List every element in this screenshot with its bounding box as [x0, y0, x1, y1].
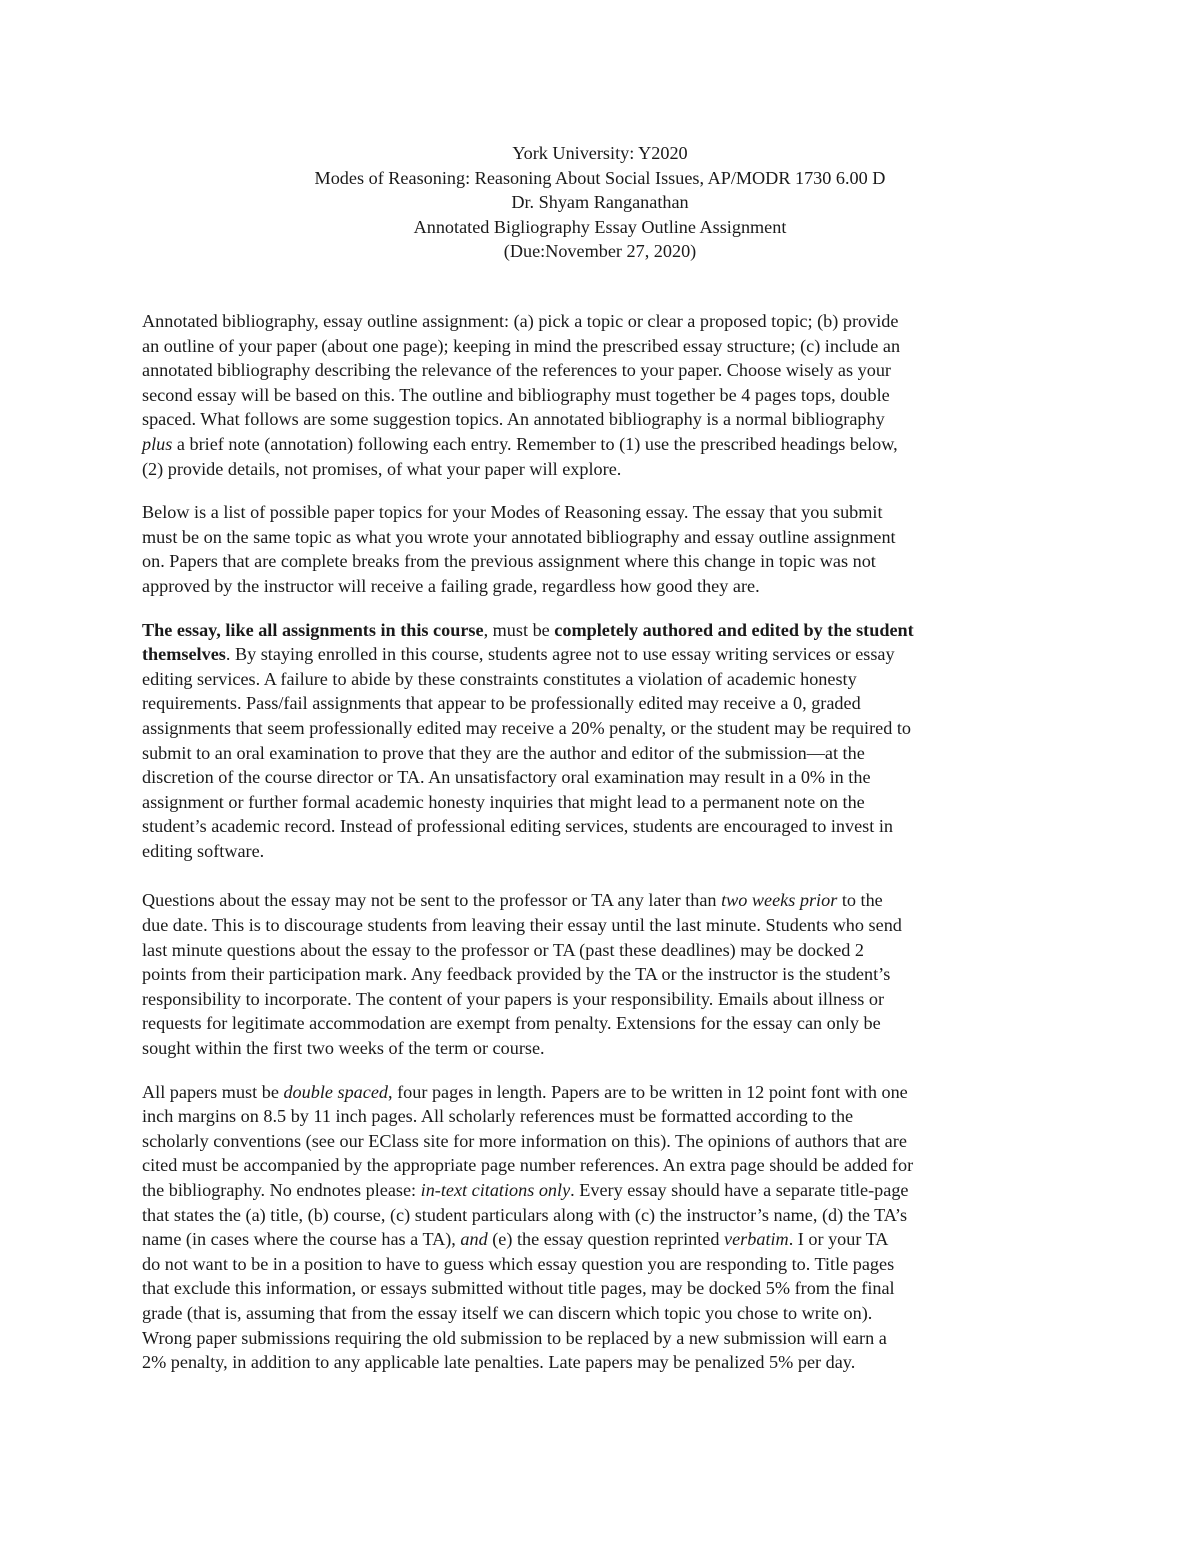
text-span: (e) the essay question reprinted: [487, 1229, 725, 1250]
text-line: must be on the same topic as what you wrote your annotated bibliography and essay outline assignment: [142, 526, 896, 547]
text-line: scholarly conventions (see our EClass site for more information on this). The opinions of authors that are: [142, 1130, 907, 1151]
paragraph-topic-list: [142, 500, 1060, 598]
text-span: . Every essay should have a separate title-page: [570, 1180, 909, 1200]
text-line: an outline of your paper (about one page); keeping in mind the prescribed essay structure; (c) include an: [142, 335, 901, 356]
text-line: [142, 432, 1060, 457]
bold-text: completely authored and edited by the student: [554, 619, 914, 640]
text-line: points from their participation mark. Any feedback provided by the TA or the instructor is the student’s: [142, 964, 891, 985]
text-line: [142, 618, 1060, 643]
emphasis-text: in-text citations only: [420, 1180, 571, 1200]
paragraph-questions-policy: [142, 888, 1060, 1060]
paragraph-academic-honesty: [142, 618, 1060, 864]
emphasis-text: verbatim: [724, 1229, 789, 1250]
text-line: annotated bibliography describing the relevance of the references to your paper. Choose wisely as your: [142, 360, 891, 381]
text-line: discretion of the course director or TA. An unsatisfactory oral examination may result in a 0% in the: [142, 767, 871, 788]
text-line: approved by the instructor will receive a failing grade, regardless how good they are.: [142, 575, 760, 596]
bold-text: themselves: [142, 644, 226, 665]
text-span: Questions about the essay may not be sent to the professor or TA any later than: [142, 890, 722, 911]
header-course: Modes of Reasoning: Reasoning About Social Issues, AP/MODR 1730 6.00 D: [314, 167, 886, 188]
text-line: Below is a list of possible paper topics for your Modes of Reasoning essay. The essay that you submit: [142, 502, 883, 523]
text-line: responsibility to incorporate. The content of your papers is your responsibility. Emails about illness or: [142, 988, 885, 1009]
text-line: [142, 888, 1060, 913]
text-line: requests for legitimate accommodation are exempt from penalty. Extensions for the essay can only be: [142, 1013, 881, 1034]
text-line: [142, 1178, 1060, 1203]
emphasis-text: plus: [142, 433, 173, 454]
text-span: . By staying enrolled in this course, students agree not to use essay writing services or essay: [225, 644, 895, 665]
document-body: [142, 309, 1060, 1394]
text-line: submit to an oral examination to prove that they are the author and editor of the submission—at the: [142, 742, 865, 763]
text-line: second essay will be based on this. The outline and bibliography must together be 4 pages tops, double: [142, 384, 890, 405]
paragraph-assignment-overview: [142, 309, 1060, 481]
text-line: do not want to be in a position to have to guess which essay question you are responding to. Title pages: [142, 1253, 895, 1274]
text-line: due date. This is to discourage students from leaving their essay until the last minute. Students who send: [142, 915, 902, 936]
text-line: on. Papers that are complete breaks from the previous assignment where this change in topic was not: [142, 551, 876, 572]
header-instructor: Dr. Shyam Ranganathan: [511, 192, 689, 213]
text-line: Wrong paper submissions requiring the old submission to be replaced by a new submission will earn a: [142, 1327, 887, 1348]
text-line: sought within the first two weeks of the term or course.: [142, 1038, 545, 1059]
text-line: (2) provide details, not promises, of what your paper will explore.: [142, 458, 622, 479]
text-line: [142, 1080, 1060, 1105]
text-span: to the: [837, 890, 883, 911]
text-line: editing services. A failure to abide by these constraints constitutes a violation of academic honesty: [142, 668, 857, 689]
text-span: name (in cases where the course has a TA),: [142, 1229, 461, 1250]
emphasis-text: double spaced: [283, 1081, 388, 1102]
text-line: student’s academic record. Instead of professional editing services, students are encouraged to invest in: [142, 816, 893, 837]
text-line: that states the (a) title, (b) course, (c) student particulars along with (c) the instructor’s name, (d) the TA’s: [142, 1204, 908, 1225]
text-span: . I or your TA: [788, 1229, 889, 1250]
text-line: cited must be accompanied by the appropriate page number references. An extra page should be added for: [142, 1155, 914, 1176]
text-span: All papers must be: [142, 1081, 284, 1102]
text-span: , must be: [483, 619, 555, 640]
header-due-date: (Due:November 27, 2020): [503, 241, 697, 262]
text-line: assignments that seem professionally edited may receive a 20% penalty, or the student may be required to: [142, 717, 912, 738]
text-line: grade (that is, assuming that from the essay itself we can discern which topic you chose to write on).: [142, 1302, 873, 1323]
document-header: [0, 141, 1200, 264]
text-span: a brief note (annotation) following each entry. Remember to (1) use the prescribed headings below,: [172, 433, 898, 454]
text-line: requirements. Pass/fail assignments that appear to be professionally edited may receive a 0, graded: [142, 693, 861, 714]
text-line: [142, 1227, 1060, 1252]
paragraph-formatting-requirements: [142, 1080, 1060, 1375]
text-line: editing software.: [142, 840, 265, 861]
header-assignment-title: Annotated Bigliography Essay Outline Assignment: [413, 216, 787, 237]
text-line: [142, 642, 1060, 667]
text-span: , four pages in length. Papers are to be written in 12 point font with one: [388, 1081, 908, 1102]
emphasis-text: and: [460, 1229, 488, 1250]
text-line: that exclude this information, or essays submitted without title pages, may be docked 5% from the final: [142, 1278, 895, 1299]
text-line: assignment or further formal academic honesty inquiries that might lead to a permanent note on the: [142, 791, 865, 812]
emphasis-text: two weeks prior: [721, 890, 838, 911]
bold-text: The essay, like all assignments in this course: [142, 619, 484, 640]
text-line: 2% penalty, in addition to any applicable late penalties. Late papers may be penalized 5% per day.: [142, 1352, 856, 1373]
text-line: spaced. What follows are some suggestion topics. An annotated bibliography is a normal bibliography: [142, 409, 885, 430]
text-line: inch margins on 8.5 by 11 inch pages. All scholarly references must be formatted according to the: [142, 1106, 854, 1127]
text-line: Annotated bibliography, essay outline assignment: (a) pick a topic or clear a proposed topic; (b) provide: [142, 311, 899, 331]
header-university: York University: Y2020: [512, 143, 688, 163]
text-span: the bibliography. No endnotes please:: [142, 1180, 421, 1200]
text-line: last minute questions about the essay to the professor or TA (past these deadlines) may be docked 2: [142, 939, 865, 960]
